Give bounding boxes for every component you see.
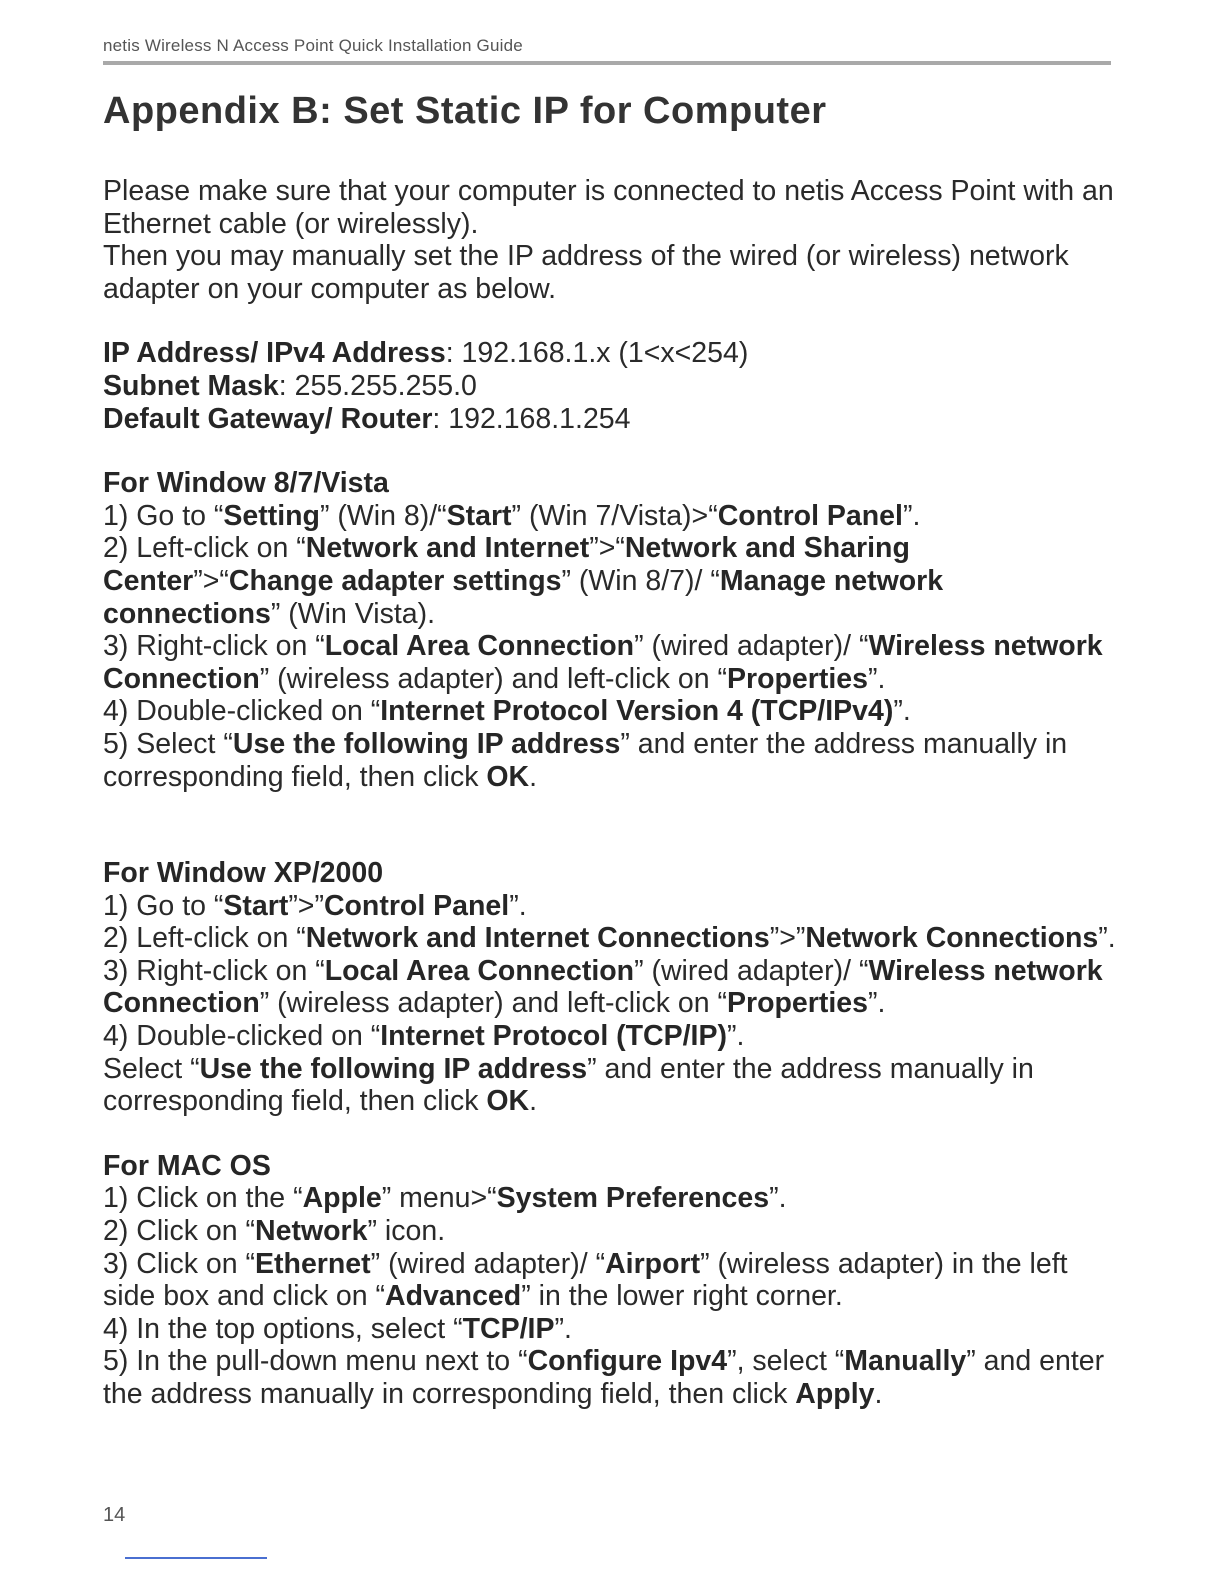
ip-address-value: : 192.168.1.x (1<x<254) — [445, 337, 749, 370]
footer-line — [125, 1557, 267, 1559]
win8-step-1: 1) Go to “Setting” (Win 8)/“Start” (Win 7/Vista)>“Control Panel”. — [103, 499, 921, 532]
mac-step-4: 4) In the top options, select “TCP/IP”. — [103, 1312, 572, 1345]
running-header: netis Wireless N Access Point Quick Installation Guide — [103, 36, 523, 55]
win8-step-2: 2) Left-click on “Network and Internet”>“Network and Sharing Center”>“Change adapter settings” (Win 8/7)/ “Manage network connections” (Win Vista). — [103, 532, 944, 630]
win8-step-5: 5) Select “Use the following IP address” and enter the address manually in corresponding field, then click OK. — [103, 727, 1068, 793]
gateway-line — [103, 403, 1123, 436]
ip-address-line — [103, 337, 1123, 370]
header-rule — [103, 61, 1111, 65]
mac-heading-text: For MAC OS — [103, 1149, 271, 1182]
mac-step-3: 3) Click on “Ethernet” (wired adapter)/ “Airport” (wireless adapter) in the left side box and click on “Advanced” in the lower right corner. — [103, 1247, 1068, 1313]
mac-step-5: 5) In the pull-down menu next to “Configure Ipv4”, select “Manually” and enter the address manually in corresponding field, then click Apply. — [103, 1345, 1105, 1410]
subnet-mask-label: Subnet Mask — [103, 369, 279, 402]
main-content — [103, 175, 1123, 1411]
page-title: Appendix B: Set Static IP for Computer — [103, 90, 827, 132]
winxp-step-4: 4) Double-clicked on “Internet Protocol (TCP/IP)”. — [103, 1020, 745, 1053]
intro-paragraph-2: Then you may manually set the IP address of the wired (or wireless) network adapter on your computer as below. — [103, 240, 1069, 305]
winxp-heading-text: For Window XP/2000 — [103, 857, 384, 890]
winxp-step-1: 1) Go to “Start”>”Control Panel”. — [103, 889, 527, 922]
winxp-step-5: Select “Use the following IP address” and enter the address manually in corresponding field, then click OK. — [103, 1052, 1034, 1118]
subnet-mask-line — [103, 370, 1123, 403]
mac-step-1: 1) Click on the “Apple” menu>“System Preferences”. — [103, 1182, 787, 1215]
win8-heading-text: For Window 8/7/Vista — [103, 467, 389, 500]
page-number: 14 — [103, 1504, 126, 1526]
gateway-label: Default Gateway/ Router — [103, 402, 433, 435]
intro-paragraph-1: Please make sure that your computer is connected to netis Access Point with an Ethernet cable (or wirelessly). — [103, 175, 1114, 240]
mac-heading — [103, 1150, 1123, 1183]
mac-step-2: 2) Click on “Network” icon. — [103, 1215, 446, 1248]
win8-heading — [103, 467, 1123, 500]
win8-step-3: 3) Right-click on “Local Area Connection” (wired adapter)/ “Wireless network Connection” (wireless adapter) and left-click on “Properties”. — [103, 630, 1103, 695]
winxp-step-2: 2) Left-click on “Network and Internet Connections”>”Network Connections”. — [103, 922, 1116, 955]
winxp-step-3: 3) Right-click on “Local Area Connection” (wired adapter)/ “Wireless network Connection” (wireless adapter) and left-click on “Properties”. — [103, 954, 1103, 1020]
subnet-mask-value: : 255.255.255.0 — [278, 369, 477, 402]
gateway-value: : 192.168.1.254 — [432, 402, 631, 435]
winxp-heading — [103, 857, 1123, 890]
win8-step-4: 4) Double-clicked on “Internet Protocol Version 4 (TCP/IPv4)”. — [103, 695, 911, 728]
ip-address-label: IP Address/ IPv4 Address — [103, 337, 446, 370]
